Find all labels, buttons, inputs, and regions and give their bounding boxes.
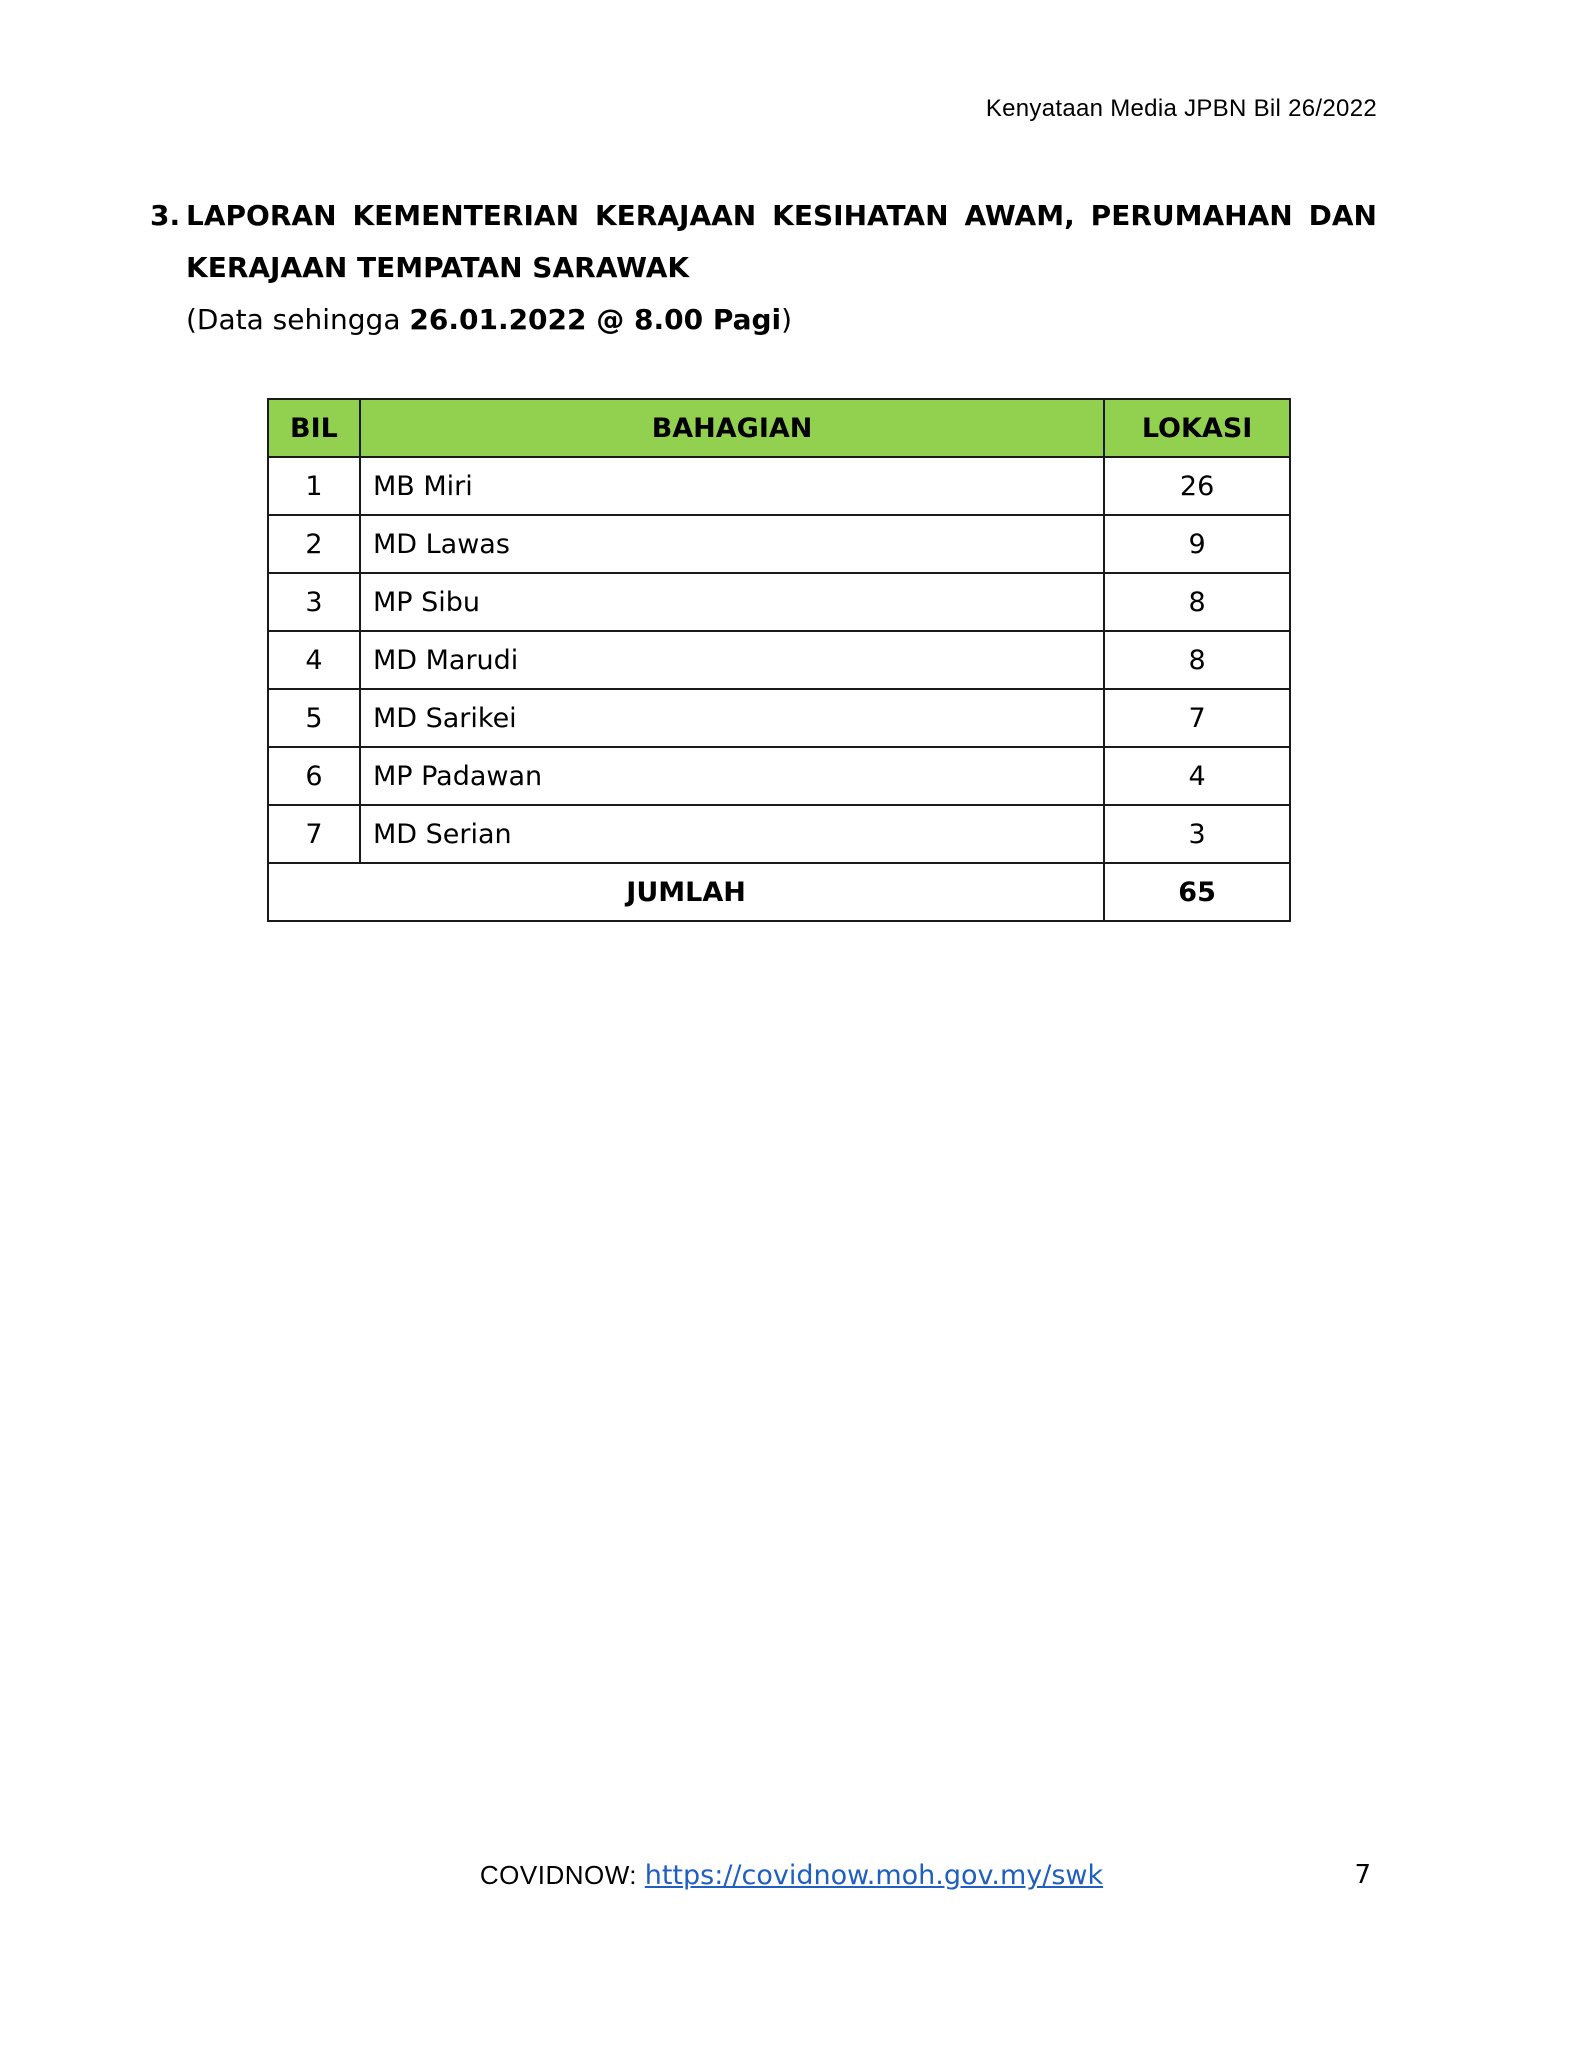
title-word: KEMENTERIAN [352, 199, 580, 232]
title-word: DAN [1308, 199, 1377, 232]
table-row [268, 689, 1290, 747]
cell-lokasi: 8 [1104, 573, 1290, 631]
title-word: KERAJAAN [594, 199, 757, 232]
total-value: 65 [1104, 863, 1290, 921]
cell-bil: 2 [268, 515, 360, 573]
cell-bahagian: MP Sibu [360, 573, 1104, 631]
header-bahagian: BAHAGIAN [360, 399, 1104, 457]
cell-bahagian: MD Sarikei [360, 689, 1104, 747]
cell-bil: 7 [268, 805, 360, 863]
cell-bil: 5 [268, 689, 360, 747]
subtitle-date: 26.01.2022 @ 8.00 Pagi [409, 303, 782, 336]
report-section [150, 190, 1377, 346]
cell-lokasi: 8 [1104, 631, 1290, 689]
table-row [268, 515, 1290, 573]
table-row [268, 747, 1290, 805]
header-bil: BIL [268, 399, 360, 457]
section-number: 3. [150, 199, 181, 232]
cell-lokasi: 4 [1104, 747, 1290, 805]
table-header-row [268, 399, 1290, 457]
cell-bil: 1 [268, 457, 360, 515]
data-date-note [186, 294, 1377, 346]
table-row [268, 573, 1290, 631]
total-label: JUMLAH [268, 863, 1104, 921]
location-table [267, 398, 1291, 922]
table-row [268, 457, 1290, 515]
page-number: 7 [1354, 1860, 1371, 1890]
table-row [268, 631, 1290, 689]
title-word: PERUMAHAN [1090, 199, 1293, 232]
cell-lokasi: 26 [1104, 457, 1290, 515]
cell-bahagian: MP Padawan [360, 747, 1104, 805]
page-footer [0, 1860, 1583, 1891]
section-title-line-2: KERAJAAN TEMPATAN SARAWAK [186, 251, 690, 284]
cell-bahagian: MD Marudi [360, 631, 1104, 689]
document-reference: Kenyataan Media JPBN Bil 26/2022 [985, 95, 1377, 122]
section-heading [150, 190, 1377, 294]
cell-bil: 4 [268, 631, 360, 689]
cell-bahagian: MD Serian [360, 805, 1104, 863]
cell-lokasi: 9 [1104, 515, 1290, 573]
footer-label: COVIDNOW: [479, 1860, 645, 1890]
cell-bahagian: MD Lawas [360, 515, 1104, 573]
covidnow-link[interactable]: https://covidnow.moh.gov.my/swk [644, 1860, 1104, 1891]
title-word: KESIHATAN [772, 199, 949, 232]
subtitle-suffix: ) [781, 303, 793, 336]
table-total-row [268, 863, 1290, 921]
cell-bil: 3 [268, 573, 360, 631]
title-word: LAPORAN [186, 199, 337, 232]
subtitle-prefix: (Data sehingga [186, 303, 410, 336]
section-title [186, 190, 1377, 294]
cell-lokasi: 7 [1104, 689, 1290, 747]
cell-bahagian: MB Miri [360, 457, 1104, 515]
section-title-line-1 [186, 190, 1377, 242]
title-word: AWAM, [964, 199, 1075, 232]
cell-bil: 6 [268, 747, 360, 805]
cell-lokasi: 3 [1104, 805, 1290, 863]
header-lokasi: LOKASI [1104, 399, 1290, 457]
table-row [268, 805, 1290, 863]
